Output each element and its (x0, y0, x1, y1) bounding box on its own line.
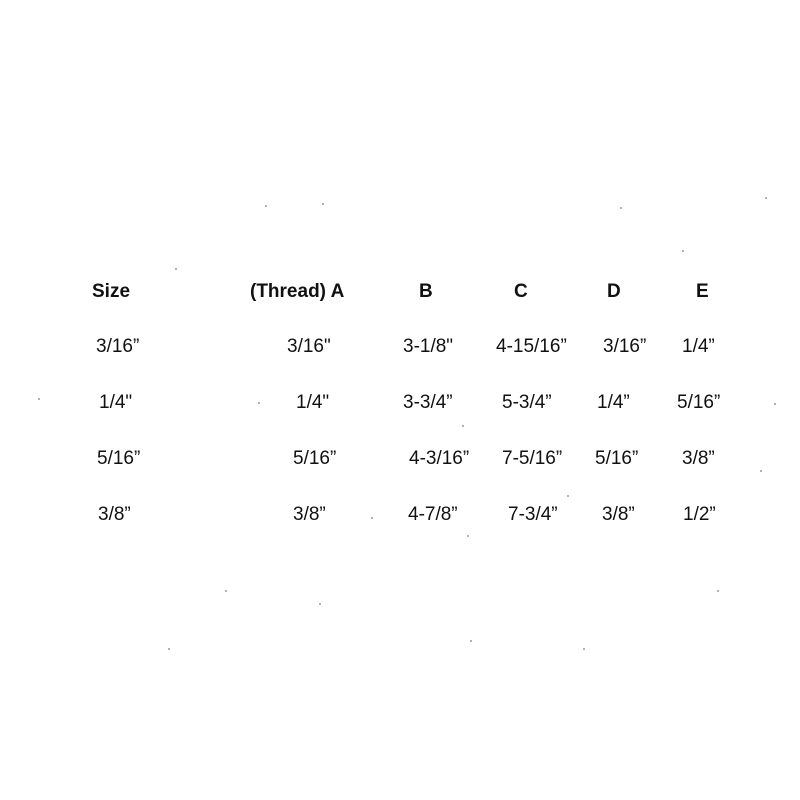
speck-dot (462, 425, 464, 427)
table-cell: 5/16” (677, 392, 721, 413)
table-cell: 3/16” (96, 336, 140, 357)
speck-dot (470, 640, 472, 642)
speck-dot (765, 197, 767, 199)
table-cell: 3/16" (287, 336, 331, 357)
header-thread-a: (Thread) A (250, 281, 345, 302)
speck-dot (319, 603, 321, 605)
table-cell: 1/4" (296, 392, 330, 413)
speck-dot (682, 250, 684, 252)
table-cell: 7-5/16” (502, 448, 563, 469)
table-cell: 5-3/4” (502, 392, 552, 413)
table-cell: 4-15/16” (496, 336, 567, 357)
speck-dot (265, 205, 267, 207)
table-cell: 1/4" (99, 392, 133, 413)
table-cell: 3-1/8" (403, 336, 454, 357)
table-cell: 4-7/8” (408, 504, 458, 525)
table-cell: 3/8” (682, 448, 715, 469)
speck-dot (168, 648, 170, 650)
table-cell: 1/2” (683, 504, 716, 525)
speck-dot (258, 402, 260, 404)
speck-dot (467, 535, 469, 537)
table-cell: 3/8” (98, 504, 131, 525)
speck-dot (620, 207, 622, 209)
table-cell: 7-3/4” (508, 504, 558, 525)
speck-dot (774, 403, 776, 405)
speck-dot (38, 398, 40, 400)
header-size: Size (92, 281, 131, 302)
table-cell: 3-3/4” (403, 392, 453, 413)
header-d: D (607, 281, 621, 302)
speck-dot (760, 470, 762, 472)
table-cell: 3/16” (603, 336, 647, 357)
table-cell: 5/16” (595, 448, 639, 469)
speck-dot (225, 590, 227, 592)
table-cell: 3/8” (293, 504, 326, 525)
speck-dot (371, 517, 373, 519)
table-cell: 1/4” (682, 336, 715, 357)
speck-dot (583, 648, 585, 650)
header-c: C (514, 281, 528, 302)
speck-dot (717, 590, 719, 592)
header-e: E (696, 281, 709, 302)
speck-dot (322, 203, 324, 205)
table-cell: 3/8” (602, 504, 635, 525)
table-cell: 1/4” (597, 392, 630, 413)
speck-dot (567, 495, 569, 497)
table-cell: 5/16” (97, 448, 141, 469)
table-cell: 4-3/16” (409, 448, 470, 469)
speck-dot (175, 268, 177, 270)
table-cell: 5/16” (293, 448, 337, 469)
header-b: B (419, 281, 433, 302)
